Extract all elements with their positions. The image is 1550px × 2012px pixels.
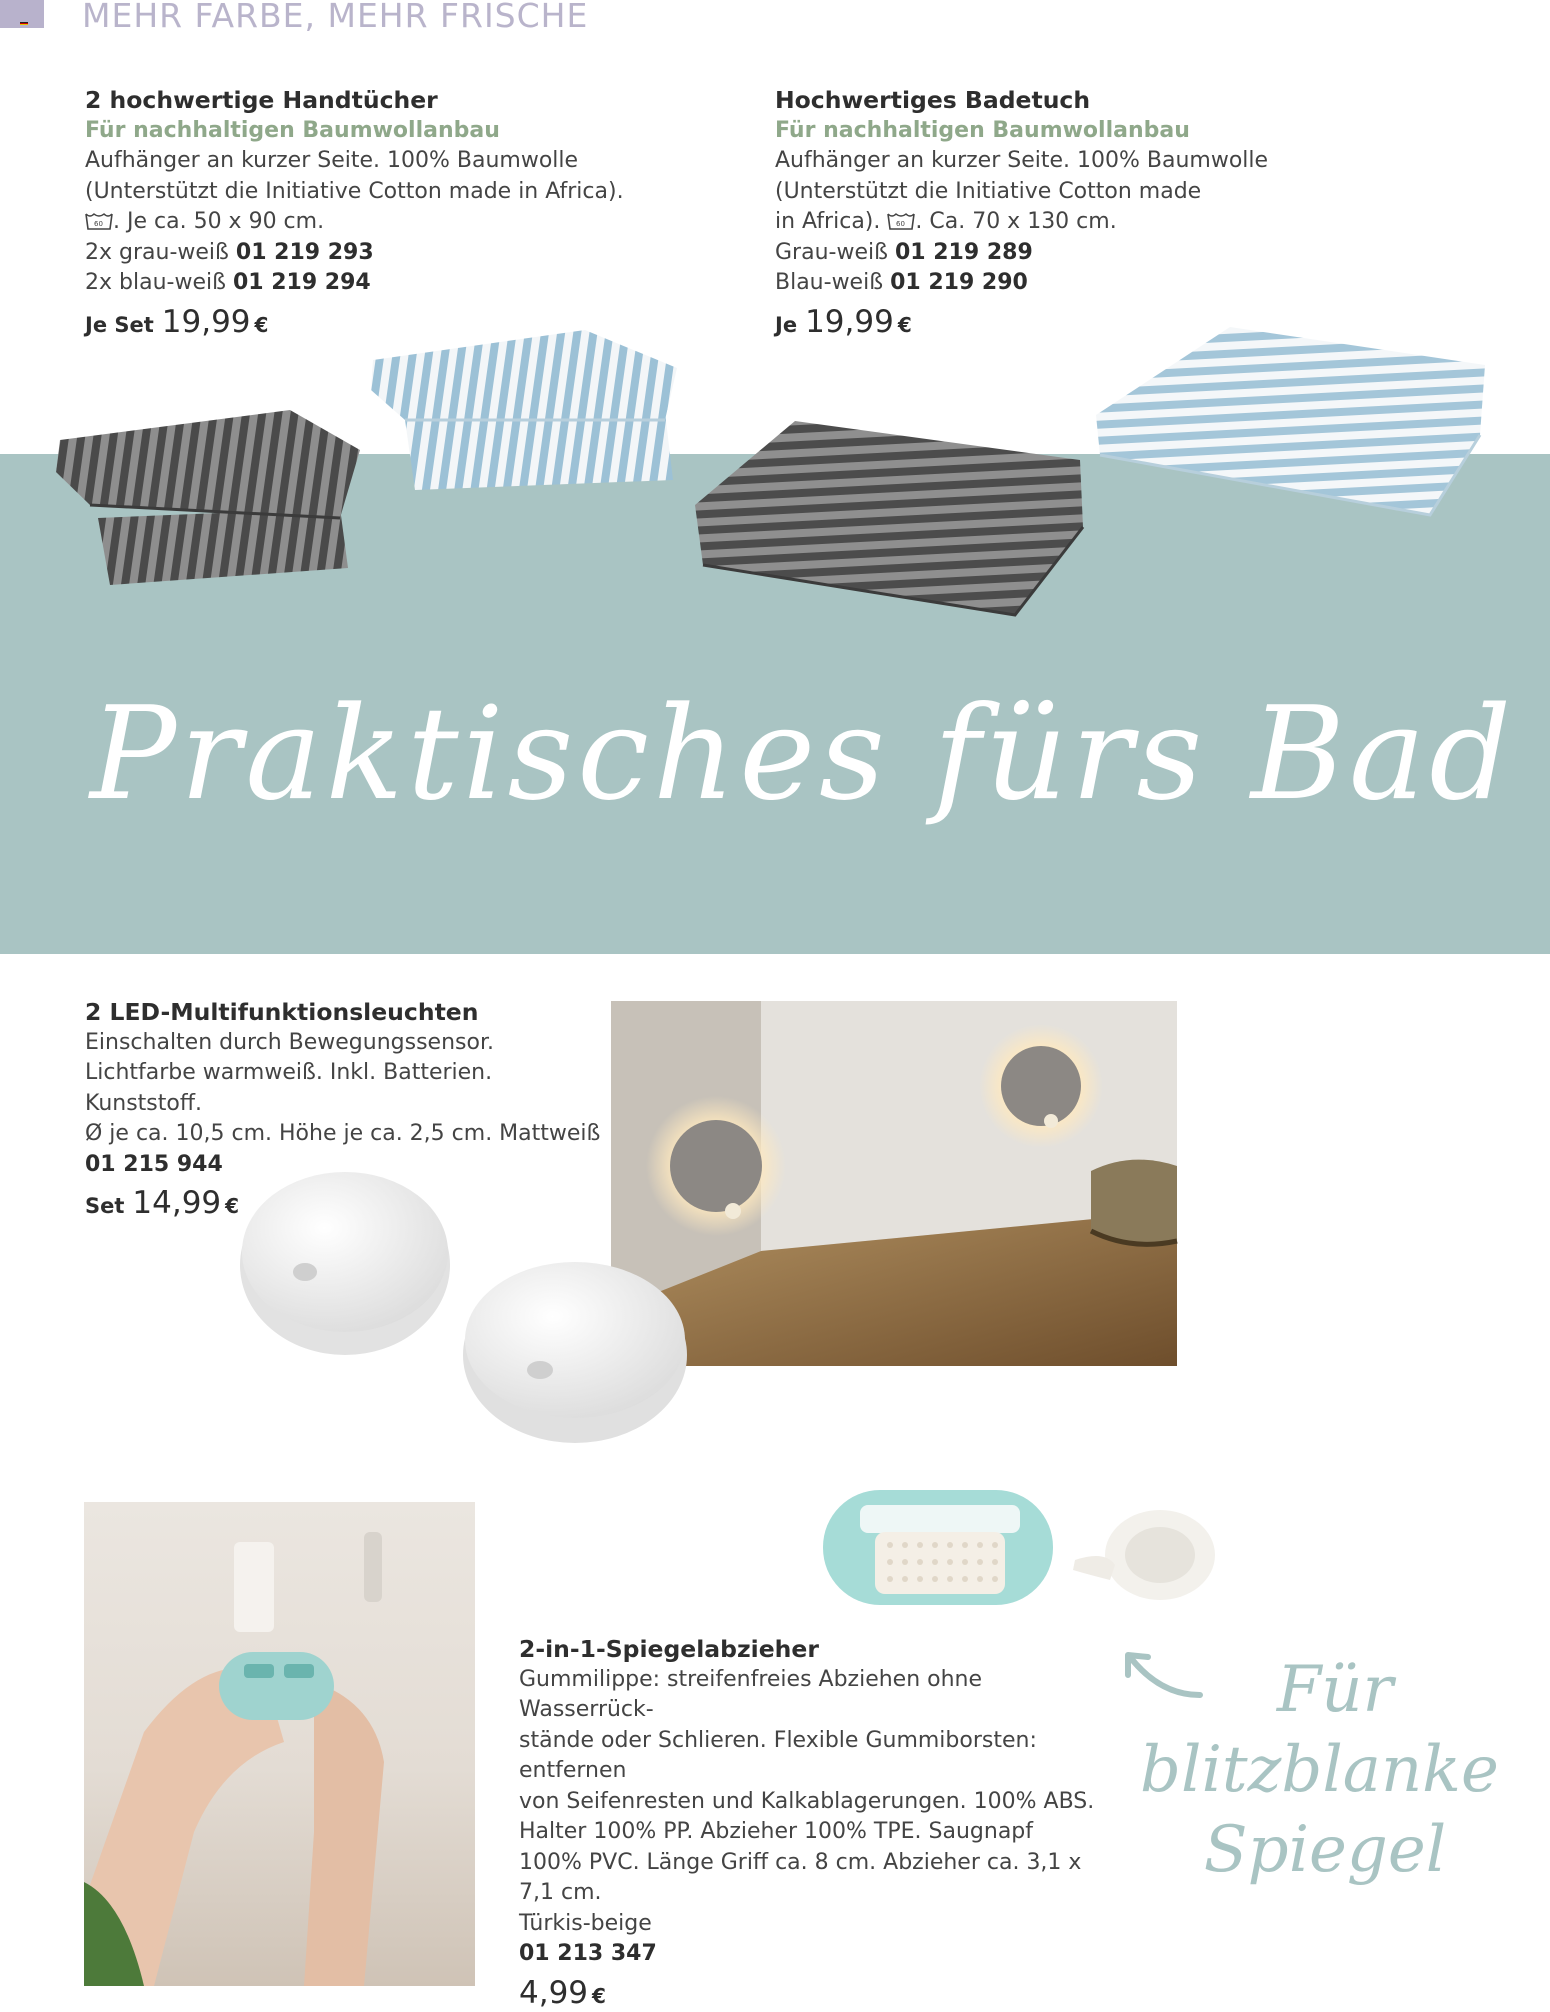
article-number: 01 219 293 xyxy=(236,240,374,265)
page-header-title: MEHR FARBE, MEHR FRISCHE xyxy=(82,0,588,35)
product-subtitle: Für nachhaltigen Baumwollanbau xyxy=(85,116,645,147)
aside-line: blitzblanke xyxy=(1140,1730,1470,1810)
product-mirror-squeegee xyxy=(519,1634,1119,2012)
wash-60-icon xyxy=(85,211,113,231)
product-desc-line: Einschalten durch Bewegungssensor. xyxy=(85,1028,605,1059)
article-number: 01 213 347 xyxy=(519,1939,1119,1970)
article-number: 01 215 944 xyxy=(85,1150,605,1181)
product-bath-towel xyxy=(775,85,1335,341)
aside-line: Spiegel xyxy=(1140,1810,1470,1890)
price: 4,99 € xyxy=(519,1978,1119,2012)
product-desc-line: 100% PVC. Länge Griff ca. 8 cm. Abzieher ca. 3,1 x 7,1 cm. xyxy=(519,1848,1119,1909)
product-name: 2 LED-Multifunktionsleuchten xyxy=(85,997,605,1028)
product-name: 2-in-1-Spiegelabzieher xyxy=(519,1634,1119,1665)
variant-line: 2x grau-weiß 01 219 293 xyxy=(85,238,645,269)
variant-line: Blau-weiß 01 219 290 xyxy=(775,268,1335,299)
led-puck-lights-image xyxy=(230,1180,710,1450)
product-hand-towels xyxy=(85,85,645,341)
product-desc-line: Halter 100% PP. Abzieher 100% TPE. Saugnapf xyxy=(519,1817,1119,1848)
product-desc-line: stände oder Schlieren. Flexible Gummiborsten: entfernen xyxy=(519,1726,1119,1787)
aside-slogan xyxy=(1140,1650,1470,1890)
product-name: Hochwertiges Badetuch xyxy=(775,85,1335,116)
product-desc-line: Türkis-beige xyxy=(519,1909,1119,1940)
svg-text:60: 60 xyxy=(896,220,905,228)
product-desc-line: (Unterstützt die Initiative Cotton made in Africa). xyxy=(85,177,645,208)
product-desc-line: Ø je ca. 10,5 cm. Höhe je ca. 2,5 cm. Mattweiß xyxy=(85,1119,605,1150)
article-number: 01 219 294 xyxy=(233,270,371,295)
variant-line: Grau-weiß 01 219 289 xyxy=(775,238,1335,269)
variant-line: 2x blau-weiß 01 219 294 xyxy=(85,268,645,299)
bath-towel-grey-image xyxy=(685,415,1090,620)
squeegee-usage-photo xyxy=(84,1502,475,1986)
squeegee-hand-illustration xyxy=(84,1502,475,1986)
product-desc-line: Gummilippe: streifenfreies Abziehen ohne Wasserrück- xyxy=(519,1665,1119,1726)
product-desc-line: von Seifenresten und Kalkablagerungen. 100% ABS. xyxy=(519,1787,1119,1818)
squeegee-product-image xyxy=(815,1470,1225,1630)
wash-60-icon xyxy=(887,211,915,231)
product-desc-line: Lichtfarbe warmweiß. Inkl. Batterien. Kunststoff. xyxy=(85,1058,605,1119)
article-number: 01 219 290 xyxy=(890,270,1028,295)
product-desc-line: 60 . Je ca. 50 x 90 cm. xyxy=(85,207,645,238)
flag-icon xyxy=(20,22,28,25)
product-name: 2 hochwertige Handtücher xyxy=(85,85,645,116)
product-subtitle: Für nachhaltigen Baumwollanbau xyxy=(775,116,1335,147)
banner-title: Praktisches fürs Bad xyxy=(90,680,1460,829)
towel-grey-stack-image xyxy=(50,400,370,600)
svg-text:60: 60 xyxy=(94,220,103,228)
article-number: 01 219 289 xyxy=(895,240,1033,265)
towel-blue-stack-image xyxy=(365,320,685,500)
product-desc-line: Aufhänger an kurzer Seite. 100% Baumwolle xyxy=(85,146,645,177)
product-desc-line: (Unterstützt die Initiative Cotton made xyxy=(775,177,1335,208)
product-desc-line: in Africa). 60 . Ca. 70 x 130 cm. xyxy=(775,207,1335,238)
price: Set 14,99 € xyxy=(85,1188,605,1223)
bath-towel-blue-image xyxy=(1090,325,1490,525)
price: Je 19,99 € xyxy=(775,307,1335,342)
product-desc-line: Aufhänger an kurzer Seite. 100% Baumwolle xyxy=(775,146,1335,177)
header-color-tab xyxy=(0,0,44,28)
price: Je Set 19,99 € xyxy=(85,307,645,342)
aside-line: Für xyxy=(1140,1650,1470,1730)
